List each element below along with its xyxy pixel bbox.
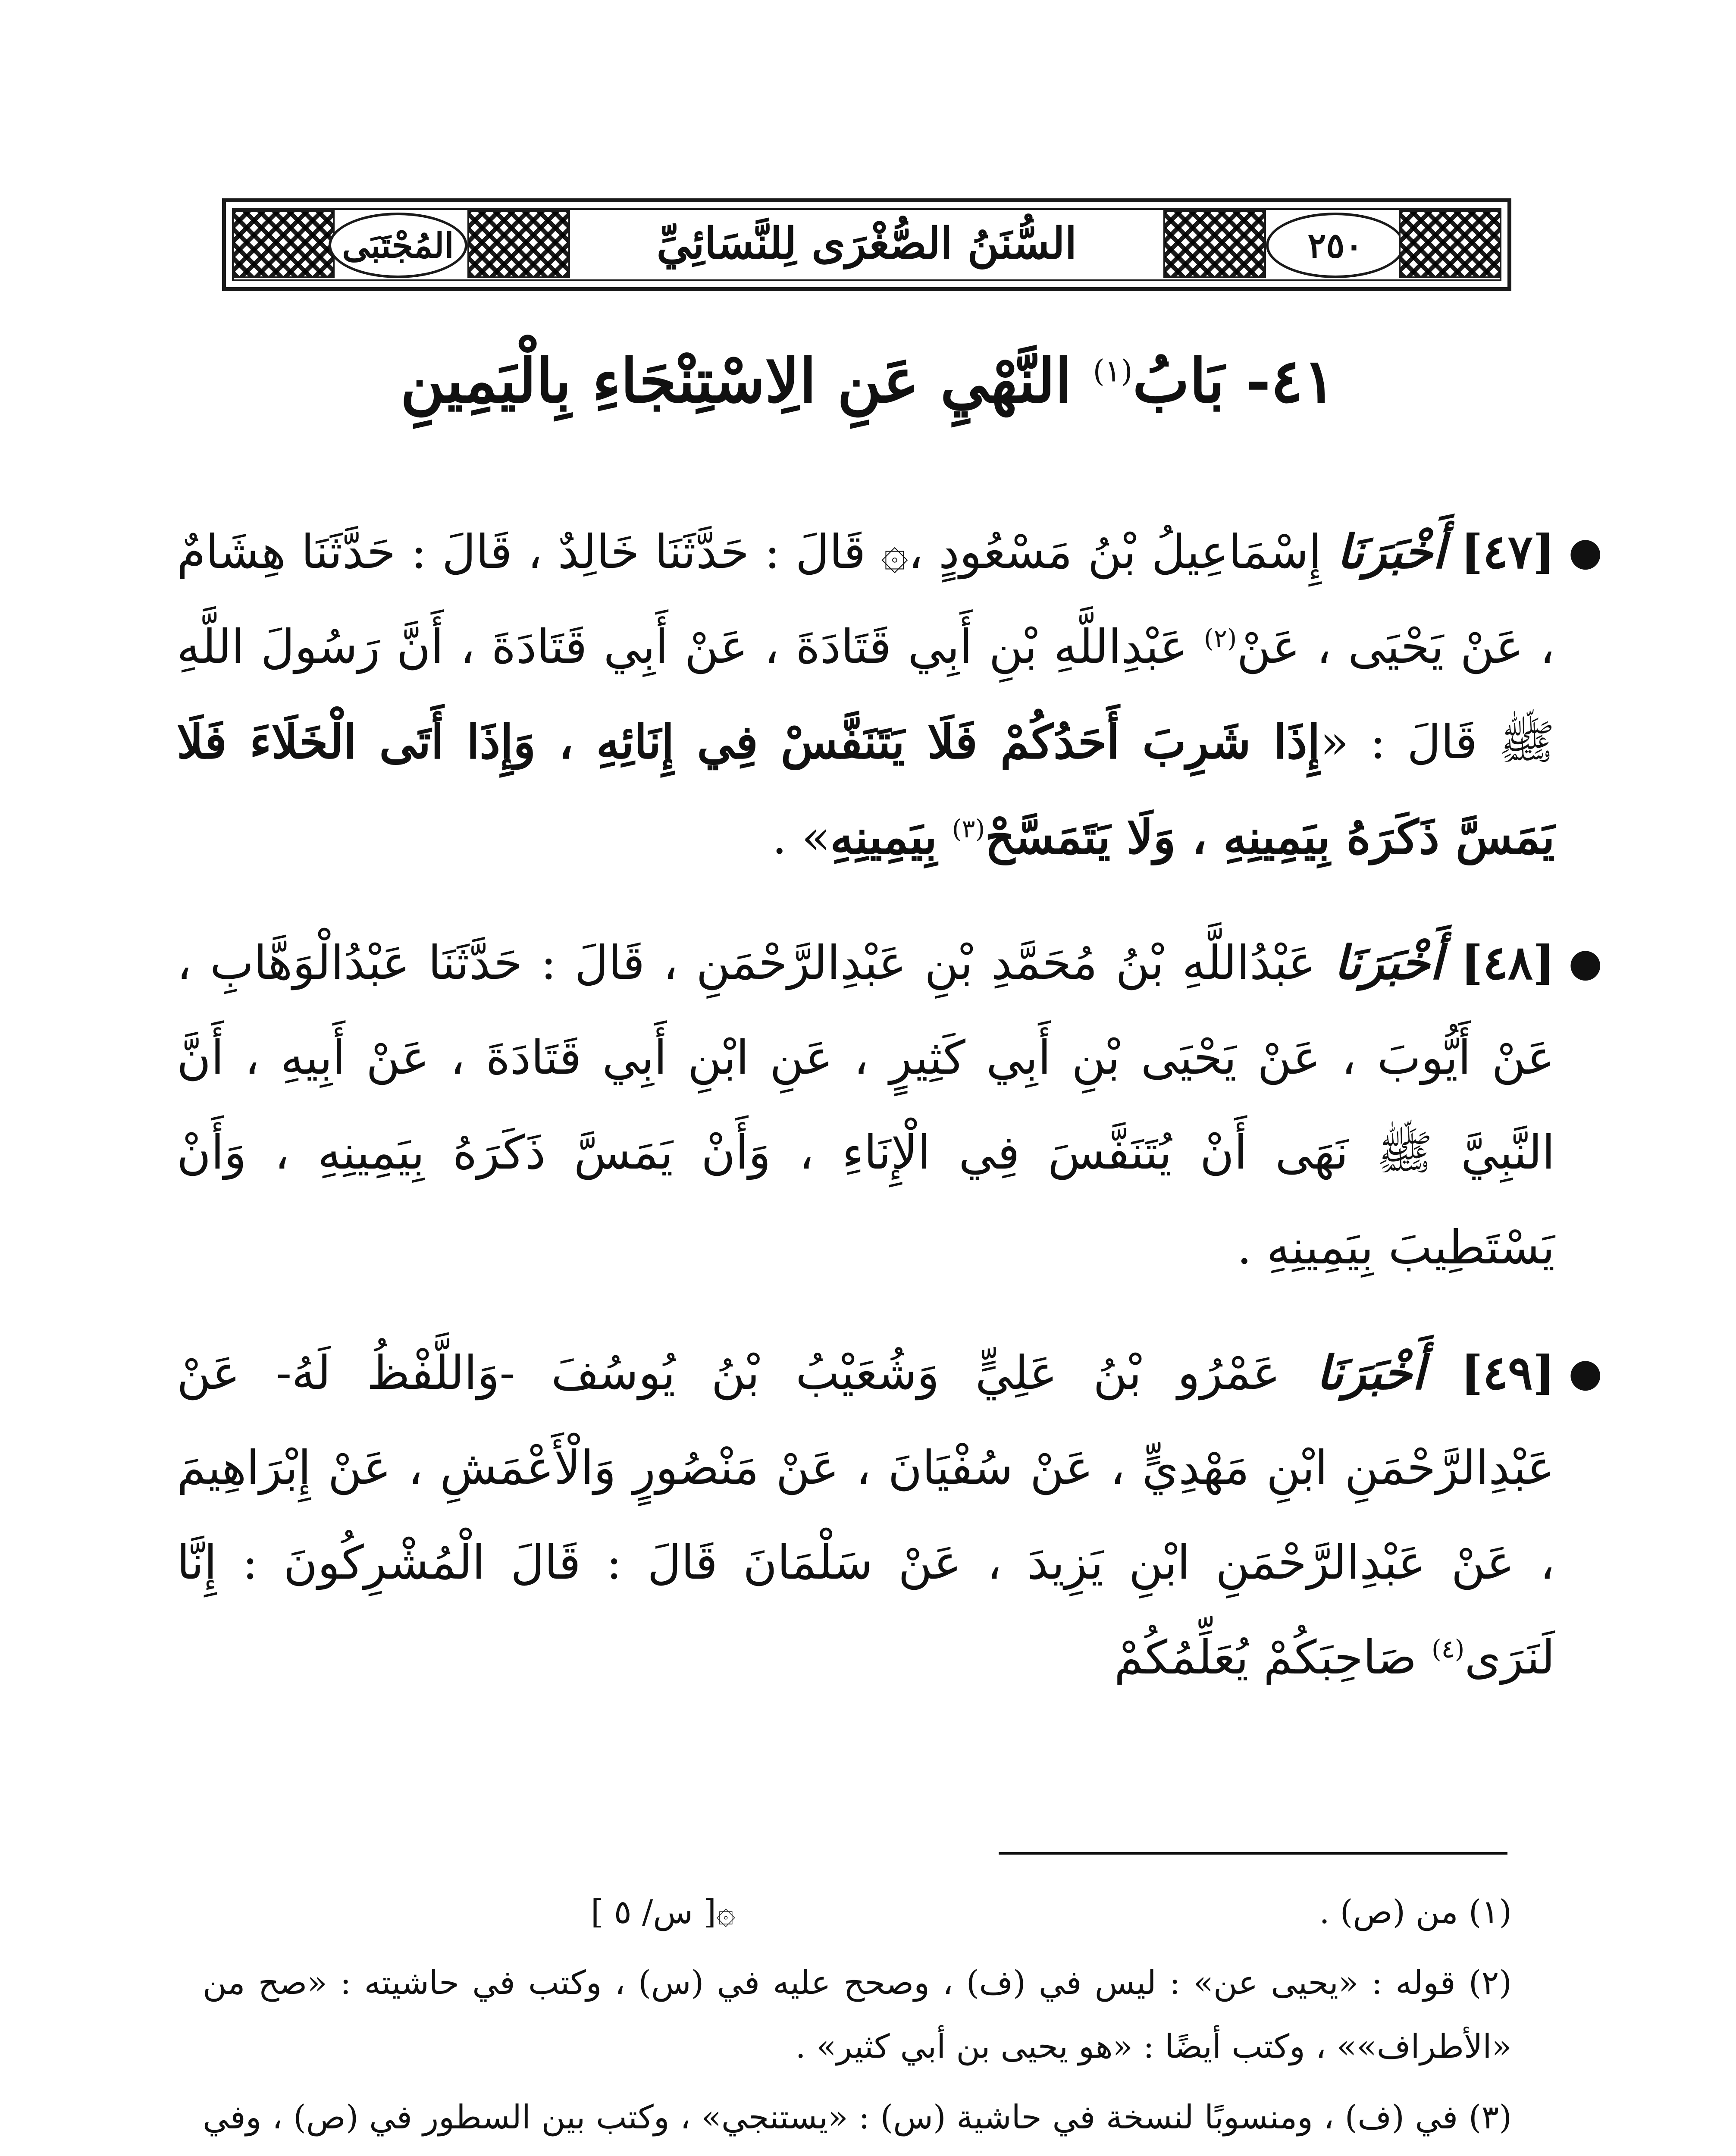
hadith-number: [٤٨]	[1460, 936, 1555, 990]
hadith-text: عَبْدُاللَّهِ بْنُ مُحَمَّدِ بْنِ عَبْدِالرَّحْمَنِ ، قَالَ : حَدَّثَنَا عَبْدُالْوَهَّابِ ، عَنْ أَيُّوبَ ، عَنْ يَحْيَى بْنِ أَبِي كَثِيرٍ ، عَنِ ابْنِ أَبِي قَتَادَةَ ، عَنْ أَبِيهِ ، أَنَّ النَّبِيَّ ﷺ نَهَى أَنْ يُتَنَفَّسَ فِي الْإِنَاءِ ، وَأَنْ يَمَسَّ ذَكَرَهُ بِيَمِينِهِ ، وَأَنْ يَسْتَطِيبَ بِيَمِينِهِ .	[177, 936, 1555, 1275]
ornament-pattern	[232, 210, 335, 278]
hadith-body	[177, 505, 1602, 1736]
footnote-ref: (٢)	[1203, 624, 1237, 653]
matn-end: » .	[772, 811, 830, 865]
footnotes	[203, 1880, 1512, 2156]
hadith-number: [٤٧]	[1460, 525, 1555, 579]
bullet-icon: ●	[1568, 940, 1602, 985]
chapter-heading	[172, 345, 1564, 417]
footnote-ref: (٤)	[1431, 1634, 1465, 1664]
footnote-separator	[999, 1852, 1507, 1855]
running-title: السُّنَنُ الصُّغْرَى لِلنَّسَائِيِّ	[656, 218, 1077, 269]
akhbarana: أَخْبَرَنَا	[1334, 936, 1443, 990]
page-number-medallion	[1266, 213, 1405, 278]
hadith-text: عَمْرُو بْنُ عَلِيٍّ وَشُعَيْبُ بْنُ يُوسُفَ -وَاللَّفْظُ لَهُ- عَنْ عَبْدِالرَّحْمَنِ ابْنِ مَهْدِيٍّ ، عَنْ سُفْيَانَ ، عَنْ مَنْصُورٍ وَالْأَعْمَشِ ، عَنْ إِبْرَاهِيمَ ، عَنْ عَبْدِالرَّحْمَنِ ابْنِ يَزِيدَ ، عَنْ سَلْمَانَ قَالَ : قَالَ الْمُشْرِكُونَ : إِنَّا لَنَرَى	[177, 1346, 1555, 1685]
footnote-1	[203, 1880, 1512, 1944]
footnote-2: (٢) قوله : «يحيى عن» : ليس في (ف) ، وصحح عليه في (س) ، وكتب في حاشيته : «صح من «الأطراف»» ، وكتب أيضًا : «هو يحيى بن أبي كثير» .	[203, 1963, 1512, 2065]
page-number: ٢٥٠	[1307, 225, 1363, 266]
page-header	[222, 198, 1511, 291]
chapter-number: ٤١-	[1245, 346, 1336, 417]
hadith-number: [٤٩]	[1460, 1346, 1555, 1400]
chapter-title: النَّهْيِ عَنِ الِاسْتِنْجَاءِ بِالْيَمِينِ	[400, 346, 1072, 417]
ornament-pattern	[467, 210, 570, 278]
matn-text: بِيَمِينِهِ	[830, 810, 937, 865]
akhbarana: أَخْبَرَنَا	[1316, 1346, 1425, 1400]
footnote-text: (١) من (ص) .	[1319, 1893, 1512, 1931]
akhbarana: أَخْبَرَنَا	[1337, 525, 1446, 579]
isnad-text: عَبْدِاللَّهِ بْنِ أَبِي قَتَادَةَ ، عَنْ أَبِي قَتَادَةَ ، أَنَّ رَسُولَ اللَّهِ ﷺ قَالَ : «	[177, 620, 1555, 769]
chapter-word: بَابُ	[1132, 346, 1225, 417]
ornament-pattern	[1163, 210, 1266, 278]
bullet-icon: ●	[1568, 529, 1602, 574]
hadith-49	[177, 1326, 1602, 1705]
footnote-ref: (٣)	[952, 814, 985, 843]
hadith-text: صَاحِبَكُمْ يُعَلِّمُكُمْ	[1114, 1631, 1417, 1685]
emblem-text: المُجْتَبَى	[342, 225, 454, 266]
emblem-medallion	[329, 213, 467, 278]
ornament-pattern	[1399, 210, 1501, 278]
hadith-47	[177, 505, 1602, 885]
footnote-ref: (١)	[1093, 353, 1133, 389]
footnote-3: (٣) في (ف) ، ومنسوبًا لنسخة في حاشية (س) : «يستنجي» ، وكتب بين السطور في (ص) ، وفي	[203, 2098, 1512, 2136]
matn-text: إِذَا شَرِبَ أَحَدُكُمْ فَلَا يَتَنَفَّسْ فِي إِنَائِهِ ، وَإِذَا أَتَى الْخَلَاءَ فَلَا يَمَسَّ ذَكَرَهُ بِيَمِينِهِ ، وَلَا يَتَمَسَّحْ	[177, 715, 1555, 865]
bullet-icon: ●	[1568, 1350, 1602, 1395]
isnad-text: إِسْمَاعِيلُ بْنُ مَسْعُودٍ ،۞ قَالَ : حَدَّثَنَا خَالِدٌ ، قَالَ : حَدَّثَنَا هِشَامٌ ، عَنْ يَحْيَى ، عَنْ	[177, 525, 1555, 674]
manuscript-marker: ۞[ س/ ٥ ]	[591, 1893, 736, 1931]
hadith-48	[177, 915, 1602, 1295]
